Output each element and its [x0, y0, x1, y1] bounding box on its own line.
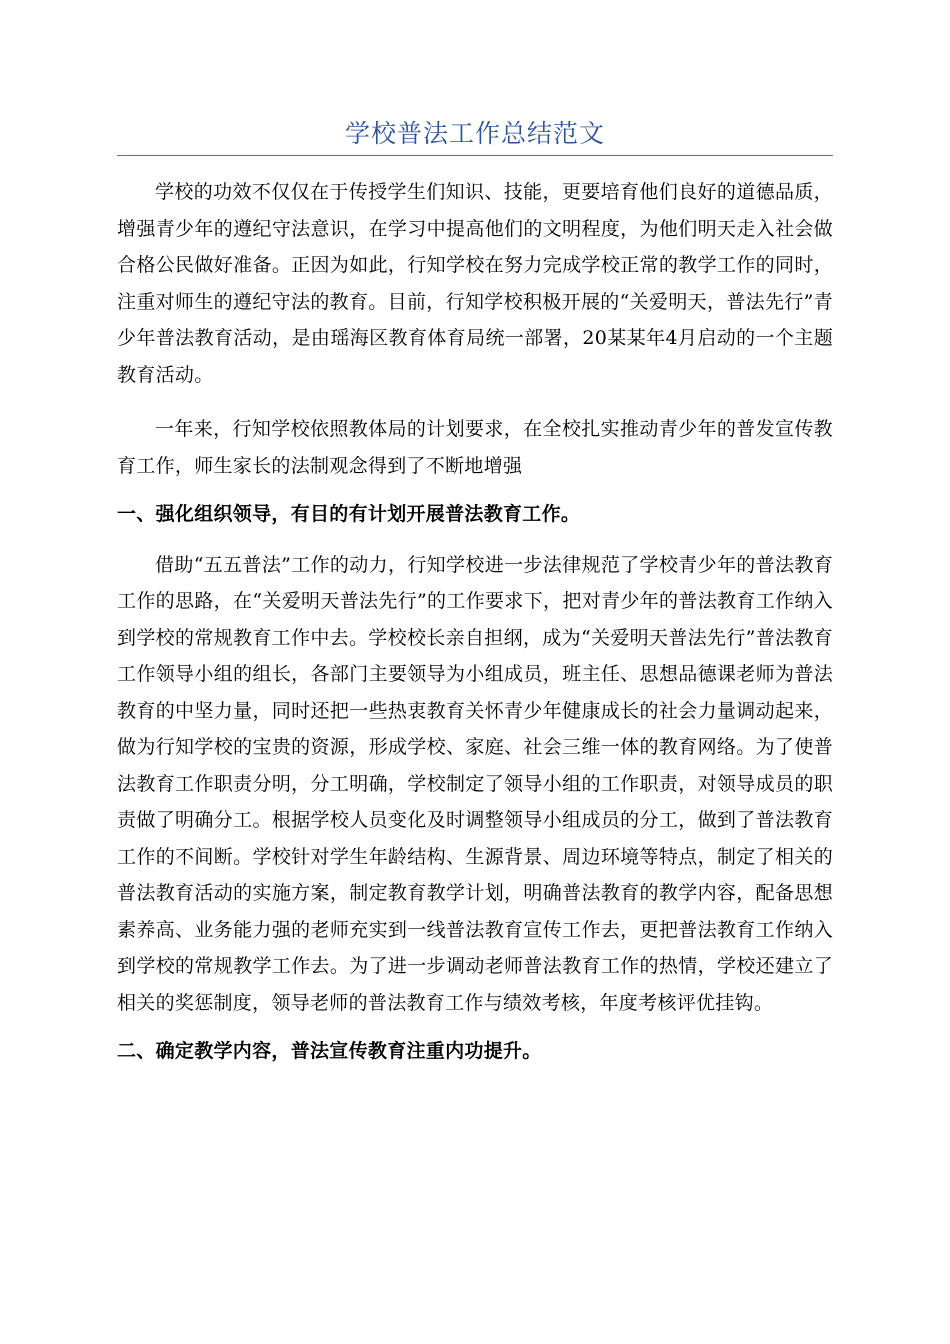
section-heading-1: 一、强化组织领导，有目的有计划开展普法教育工作。 — [117, 503, 581, 525]
paragraph-overview: 一年来，行知学校依照教体局的计划要求，在全校扎实推动青少年的普发宣传教育工作，师生家长的法制观念得到了不断地增强 — [117, 418, 833, 477]
section-heading-2: 二、确定教学内容，普法宣传教育注重内功提升。 — [117, 1040, 542, 1062]
document-page — [117, 0, 833, 1070]
paragraph-intro: 学校的功效不仅仅在于传授学生们知识、技能，更要培育他们良好的道德品质，增强青少年的遵纪守法意识，在学习中提高他们的文明程度，为他们明天走入社会做合格公民做好准备。正因为如此，行知学校在努力完成学校正常的教学工作的同时，注重对师生的遵纪守法的教育。目前，行知学校积极开展的“关爱明天，普法先行”青少年普法教育活动，是由瑶海区教育体育局统一部署，20某某年4月启动的一个主题教育活动。 — [117, 181, 833, 386]
document-title: 学校普法工作总结范文 — [344, 119, 605, 148]
title-underline — [117, 155, 833, 156]
paragraph-section-1: 借助“五五普法”工作的动力，行知学校进一步法律规范了学校青少年的普法教育工作的思路，在“关爱明天普法先行”的工作要求下，把对青少年的普法教育工作纳入到学校的常规教育工作中去。学校校长亲自担纲，成为“关爱明天普法先行”普法教育工作领导小组的组长，各部门主要领导为小组成员，班主任、思想品德课老师为普法教育的中坚力量，同时还把一些热衷教育关怀青少年健康成长的社会力量调动起来，做为行知学校的宝贵的资源，形成学校、家庭、社会三维一体的教育网络。为了使普法教育工作职责分明，分工明确，学校制定了领导小组的工作职责，对领导成员的职责做了明确分工。根据学校人员变化及时调整领导小组成员的分工，做到了普法教育工作的不间断。学校针对学生年龄结构、生源背景、周边环境等特点，制定了相关的普法教育活动的实施方案，制定教育教学计划，明确普法教育的教学内容，配备思想素养高、业务能力强的老师充实到一线普法教育宣传工作去，更把普法教育工作纳入到学校的常规教学工作去。为了进一步调动老师普法教育工作的热情，学校还建立了相关的奖惩制度，领导老师的普法教育工作与绩效考核，年度考核评优挂钩。 — [117, 553, 833, 1014]
